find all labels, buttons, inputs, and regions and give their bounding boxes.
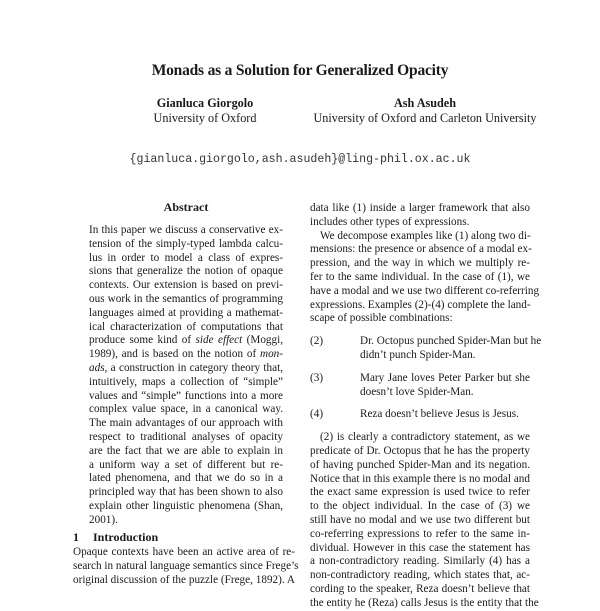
text-line: explain other linguistic phenomena (Shan, <box>89 499 283 512</box>
text-line: Opaque contexts have been an active area of re- <box>73 546 295 558</box>
text-line: contexts. Our extension is based on previ- <box>89 279 283 292</box>
example-3 <box>310 372 530 400</box>
text-fragment: (Moggi, <box>242 334 283 347</box>
emphasis: side effect <box>195 334 243 347</box>
text-line: respect to traditional analyses of opacity <box>89 430 283 443</box>
text-line: still have no modal and we use two different but <box>310 513 530 526</box>
paragraph <box>310 431 539 610</box>
text-line: have a modal and we use two different co-referring <box>310 284 540 297</box>
abstract-heading: Abstract <box>163 200 209 214</box>
author-name: Gianluca Giorgolo <box>156 96 254 110</box>
text-line: cording to the speaker, Reza doesn’t believe that <box>310 582 530 595</box>
author-email: {gianluca.giorgolo,ash.asudeh}@ling-phil.ox.ac.uk <box>129 153 471 166</box>
text-line: Mary Jane loves Peter Parker but she <box>360 371 530 384</box>
text-line: tension of the simply-typed lambda calcu- <box>89 237 283 250</box>
paper-title: Monads as a Solution for Generalized Opacity <box>151 62 449 79</box>
text-line: lated phenomena, and that we do so in a <box>89 472 283 485</box>
text-line: 2001). <box>89 513 118 526</box>
text-line: complex value space, in a canonical way. <box>89 403 283 416</box>
text-line: fer to the same individual. In the case of (1), we <box>310 270 530 283</box>
author-block-1 <box>130 96 280 125</box>
text-line: co-referring expressions to refer to the same in- <box>310 527 530 540</box>
text-line: scape of possible combinations: <box>310 312 453 325</box>
text-line: non-contradictory reading, which states that, ac- <box>310 569 530 582</box>
section-heading <box>73 530 158 545</box>
example-number: (4) <box>310 408 324 421</box>
text-line: includes other types of expressions. <box>310 215 470 228</box>
paragraph <box>310 202 530 230</box>
text-line: didn’t punch Spider-Man. <box>360 348 476 361</box>
author-affiliation: University of Oxford <box>153 110 257 125</box>
text-line <box>89 362 283 376</box>
text-line: data like (1) inside a larger framework that also <box>310 202 530 214</box>
text-line: expressions. Examples (2)-(4) complete the land- <box>310 298 531 311</box>
author-block-2 <box>270 96 580 125</box>
section-title: Introduction <box>93 530 159 544</box>
author-name: Ash Asudeh <box>394 96 456 110</box>
example-number: (3) <box>310 371 324 384</box>
example-4 <box>310 408 530 422</box>
text-line: In this paper we discuss a conservative ex- <box>89 224 283 236</box>
text-line <box>89 334 283 348</box>
text-line: original discussion of the puzzle (Frege, 1892). A <box>73 573 295 586</box>
right-column <box>310 202 542 611</box>
emphasis: mon- <box>260 348 283 361</box>
text-line: lus in order to model a class of expres- <box>89 251 283 264</box>
section-number: 1 <box>73 530 79 544</box>
emphasis: ads <box>89 361 105 374</box>
text-line: a uniform way a set of different but re- <box>89 458 283 471</box>
text-line: search in natural language semantics since Frege’s <box>73 559 299 572</box>
text-line <box>89 348 283 362</box>
example-2 <box>310 335 542 363</box>
text-line: the exact same expression is used twice to refer <box>310 486 530 499</box>
text-line: of having punched Spider-Man and its negation. <box>310 458 530 471</box>
text-line: the entity he (Reza) calls Jesus is the entity that the <box>310 596 539 609</box>
introduction-body <box>73 546 299 587</box>
text-line: values and “simple” functions into a more <box>89 389 283 402</box>
text-fragment: 1989), and is based on the notion of <box>89 348 260 361</box>
example-number: (2) <box>310 335 324 348</box>
text-line: Notice that in this example there is no modal and <box>310 472 530 485</box>
text-line: We decompose examples like (1) along two di- <box>320 229 531 242</box>
text-line: pression, and the way in which we multiply re- <box>310 257 530 270</box>
author-affiliation: University of Oxford and Carleton University <box>313 110 537 125</box>
text-line: The main advantages of our approach with <box>89 417 283 430</box>
text-line: ical characterization of computations that <box>89 320 283 333</box>
text-line: a non-contradictory reading. Similarly (4) has a <box>310 555 530 568</box>
abstract-body <box>89 224 283 528</box>
text-line: dividual. However in this case the statement has <box>310 541 530 554</box>
text-line: (2) is clearly a contradictory statement, as we <box>320 431 530 444</box>
text-line: predicate of Dr. Octopus that he has the property <box>310 444 530 457</box>
text-line: intuitively, maps a collection of “simple” <box>89 375 283 388</box>
text-line: languages aimed at providing a mathemat- <box>89 306 283 319</box>
text-line: ous work in the semantics of programming <box>89 292 283 305</box>
text-fragment: produce some kind of <box>89 334 196 347</box>
text-line: Dr. Octopus punched Spider-Man but he <box>360 335 542 348</box>
text-line: Reza doesn’t believe Jesus is Jesus. <box>360 408 519 421</box>
text-line: to the object individual. In the case of (3) we <box>310 500 530 513</box>
text-line: mensions: the presence or absence of a modal ex- <box>310 243 532 256</box>
paragraph <box>310 229 540 327</box>
text-line: doesn’t love Spider-Man. <box>360 385 474 398</box>
text-line: sions that generalize the notion of opaque <box>89 265 283 278</box>
text-line: principled way that has been shown to also <box>89 486 283 499</box>
text-fragment: , a construction in category theory that, <box>104 361 283 374</box>
text-line: are the fact that we are able to explain in <box>89 444 283 457</box>
